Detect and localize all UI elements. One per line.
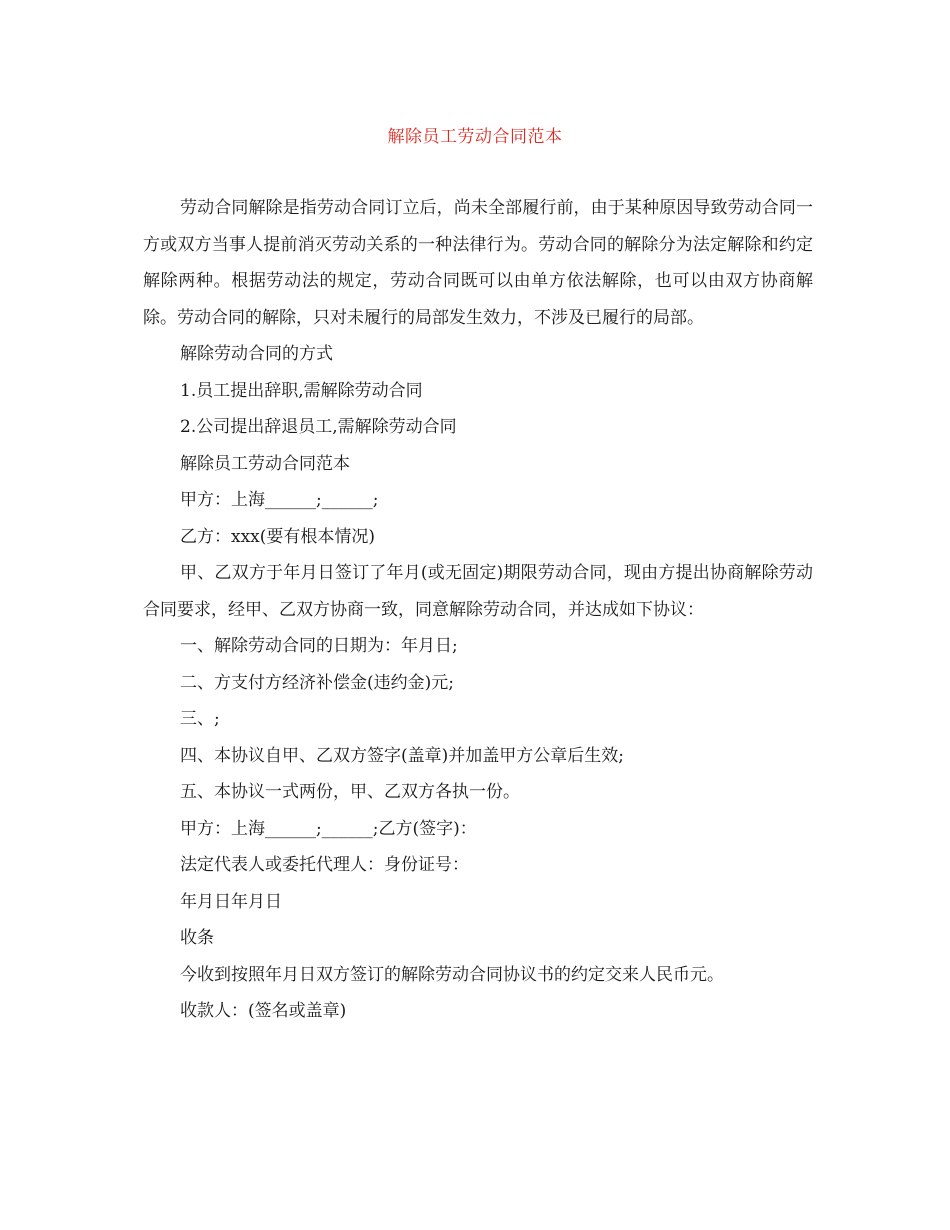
clause-5: 五、本协议一式两份，甲、乙双方各执一份。	[180, 782, 520, 802]
party-a-line: 甲方：上海______;______;	[180, 490, 379, 510]
clause-1: 一、解除劳动合同的日期为：年月日;	[180, 636, 458, 656]
payee-line: 收款人：(签名或盖章)	[180, 1001, 347, 1021]
document-title: 解除员工劳动合同范本	[387, 127, 563, 147]
document-body	[143, 190, 813, 1030]
receipt-text: 今收到按照年月日双方签订的解除劳动合同协议书的约定交来人民币元。	[180, 964, 724, 985]
methods-heading: 解除劳动合同的方式	[180, 344, 333, 364]
representative-line: 法定代表人或委托代理人：身份证号：	[180, 855, 469, 875]
receipt-heading: 收条	[180, 928, 214, 948]
method-item-1: 1.员工提出辞职,需解除劳动合同	[180, 380, 423, 401]
clause-3: 三、;	[180, 709, 220, 729]
agreement-intro-paragraph: 甲、乙双方于年月日签订了年月(或无固定)期限劳动合同，现由方提出协商解除劳动合同要求，经甲、乙双方协商一致，同意解除劳动合同，并达成如下协议：	[143, 563, 813, 620]
method-item-2: 2.公司提出辞退员工,需解除劳动合同	[180, 417, 457, 437]
template-heading: 解除员工劳动合同范本	[180, 453, 350, 474]
date-line: 年月日年月日	[180, 891, 282, 912]
signature-line: 甲方：上海______;______;乙方(签字)：	[180, 818, 477, 839]
intro-paragraph: 劳动合同解除是指劳动合同订立后，尚未全部履行前，由于某种原因导致劳动合同一方或双方当事人提前消灭劳动关系的一种法律行为。劳动合同的解除分为法定解除和约定解除两种。根据劳动法的规定，劳动合同既可以由单方依法解除，也可以由双方协商解除。劳动合同的解除，只对未履行的局部发生效力，不涉及已履行的局部。	[143, 198, 813, 328]
party-b-line: 乙方：xxx(要有根本情况)	[180, 526, 376, 547]
clause-2: 二、方支付方经济补偿金(违约金)元;	[180, 672, 454, 693]
clause-4: 四、本协议自甲、乙双方签字(盖章)并加盖甲方公章后生效;	[180, 745, 624, 766]
